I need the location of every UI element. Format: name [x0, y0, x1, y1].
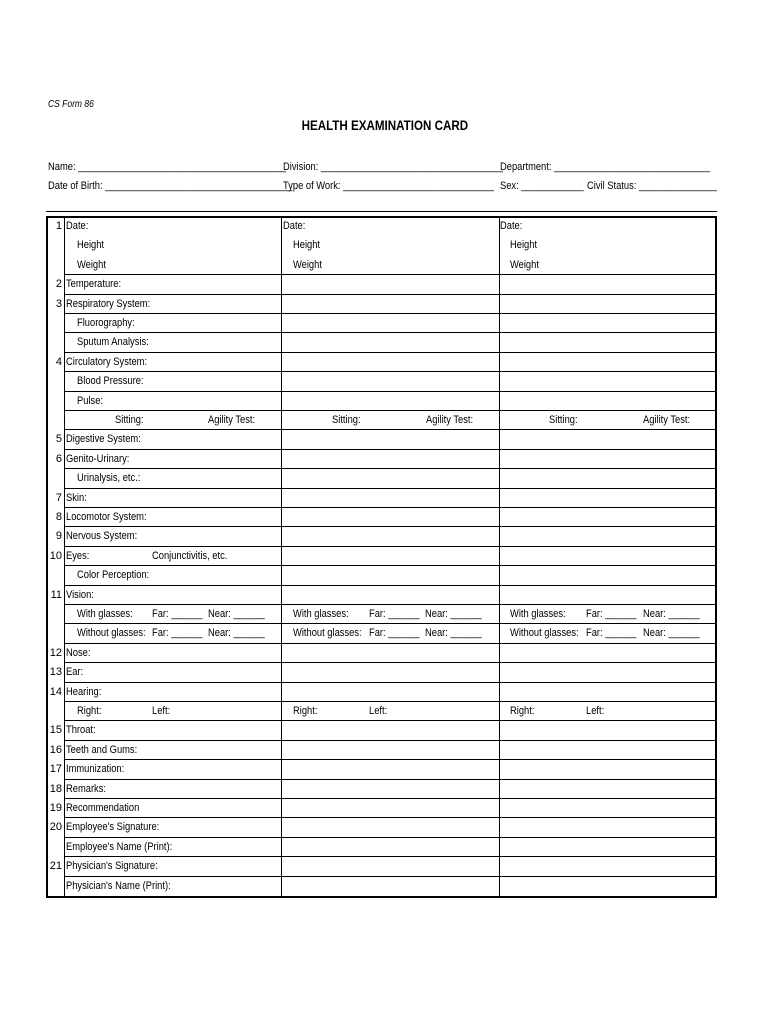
row-divider — [64, 856, 717, 857]
column-divider — [281, 216, 282, 898]
item-number: 19 — [49, 802, 62, 814]
row-label: Height — [77, 239, 105, 251]
row-label: Digestive System: — [66, 433, 141, 445]
row-label: Remarks: — [66, 783, 107, 795]
row-label: Hearing: — [66, 686, 102, 698]
far-field: Far: ______ — [369, 608, 420, 620]
row-sublabel: Conjunctivitis, etc. — [152, 550, 228, 562]
item-number: 8 — [55, 511, 62, 523]
row-label: Skin: — [66, 492, 87, 504]
header-rule — [46, 211, 717, 212]
form-title-text: HEALTH EXAMINATION CARD — [301, 118, 469, 133]
division-field[interactable]: Division: ___________________________________ — [283, 161, 503, 173]
item-number: 18 — [49, 783, 62, 795]
agility-test-label: Agility Test: — [208, 414, 256, 426]
far-field: Far: ______ — [152, 608, 203, 620]
date-of-birth-field[interactable]: Date of Birth: ____________________________________ — [48, 180, 293, 192]
near-field: Near: ______ — [208, 608, 265, 620]
item-number: 16 — [49, 744, 62, 756]
row-divider — [64, 488, 717, 489]
row-label: With glasses: — [77, 608, 133, 620]
sitting-label: Sitting: — [332, 414, 361, 426]
row-divider — [64, 371, 717, 372]
item-number: 5 — [55, 433, 62, 445]
row-divider — [64, 779, 717, 780]
row-label: Pulse: — [77, 395, 103, 407]
left-ear-label: Left: — [369, 705, 388, 717]
near-field: Near: ______ — [208, 627, 265, 639]
column-3-label: Height — [510, 239, 538, 251]
item-number: 10 — [49, 550, 62, 562]
row-divider — [64, 662, 717, 663]
column-2-label: Date: — [283, 220, 306, 232]
row-label: Nervous System: — [66, 530, 138, 542]
item-number: 13 — [49, 666, 62, 678]
item-number: 6 — [55, 453, 62, 465]
exam-table — [46, 216, 717, 898]
row-divider — [64, 449, 717, 450]
row-label: Respiratory System: — [66, 298, 151, 310]
row-divider — [64, 701, 717, 702]
row-label: Physician's Name (Print): — [66, 880, 171, 892]
row-divider — [64, 313, 717, 314]
row-label: Locomotor System: — [66, 511, 147, 523]
row-divider — [64, 623, 717, 624]
item-number: 21 — [49, 860, 62, 872]
row-divider — [64, 682, 717, 683]
department-field[interactable]: Department: ______________________________ — [500, 161, 711, 173]
sitting-label: Sitting: — [549, 414, 578, 426]
row-label: Fluorography: — [77, 317, 135, 329]
row-label: Physician's Signature: — [66, 860, 158, 872]
form-title — [0, 118, 770, 133]
form-number: CS Form 86 — [48, 99, 94, 110]
left-ear-label: Left: — [152, 705, 171, 717]
row-divider — [64, 352, 717, 353]
row-divider — [64, 507, 717, 508]
row-label: Nose: — [66, 647, 91, 659]
far-field: Far: ______ — [369, 627, 420, 639]
row-label: Right: — [77, 705, 102, 717]
row-divider — [64, 740, 717, 741]
vision-label: Without glasses: — [510, 627, 579, 639]
near-field: Near: ______ — [643, 608, 700, 620]
item-number: 1 — [55, 220, 62, 232]
item-number: 7 — [55, 492, 62, 504]
civil-status-field[interactable]: Civil Status: _______________ — [587, 180, 717, 192]
column-divider — [499, 216, 500, 898]
row-divider — [64, 565, 717, 566]
agility-test-label: Agility Test: — [643, 414, 691, 426]
row-label: Eyes: — [66, 550, 90, 562]
row-label: Vision: — [66, 589, 94, 601]
item-number: 3 — [55, 298, 62, 310]
row-label: Recommendation — [66, 802, 140, 814]
row-divider — [64, 410, 717, 411]
item-number: 2 — [55, 278, 62, 290]
near-field: Near: ______ — [425, 627, 482, 639]
near-field: Near: ______ — [643, 627, 700, 639]
row-label: Color Perception: — [77, 569, 150, 581]
row-label: Employee's Signature: — [66, 821, 160, 833]
row-label: Ear: — [66, 666, 84, 678]
row-divider — [64, 332, 717, 333]
type-of-work-field[interactable]: Type of Work: _____________________________ — [283, 180, 494, 192]
row-label: Teeth and Gums: — [66, 744, 138, 756]
row-divider — [64, 585, 717, 586]
row-divider — [64, 798, 717, 799]
row-divider — [64, 468, 717, 469]
row-divider — [64, 604, 717, 605]
row-label: Weight — [77, 259, 106, 271]
row-divider — [64, 837, 717, 838]
vision-label: With glasses: — [510, 608, 566, 620]
item-number: 15 — [49, 724, 62, 736]
column-3-label: Weight — [510, 259, 539, 271]
row-divider — [64, 643, 717, 644]
item-number: 12 — [49, 647, 62, 659]
column-divider — [64, 216, 65, 898]
far-field: Far: ______ — [152, 627, 203, 639]
sex-field[interactable]: Sex: ____________ — [500, 180, 584, 192]
column-2-label: Weight — [293, 259, 322, 271]
row-label: Circulatory System: — [66, 356, 148, 368]
row-label: Urinalysis, etc.: — [77, 472, 141, 484]
row-divider — [64, 294, 717, 295]
row-divider — [64, 274, 717, 275]
far-field: Far: ______ — [586, 627, 637, 639]
item-number: 4 — [55, 356, 62, 368]
name-field[interactable]: Name: ________________________________________ — [48, 161, 287, 173]
row-label: Sputum Analysis: — [77, 336, 149, 348]
right-ear-label: Right: — [510, 705, 535, 717]
row-label: Throat: — [66, 724, 96, 736]
row-label: Immunization: — [66, 763, 125, 775]
item-number: 14 — [49, 686, 62, 698]
vision-label: Without glasses: — [293, 627, 362, 639]
row-divider — [64, 759, 717, 760]
sitting-label: Sitting: — [115, 414, 144, 426]
row-divider — [64, 546, 717, 547]
row-label: Temperature: — [66, 278, 122, 290]
row-divider — [64, 429, 717, 430]
row-divider — [64, 817, 717, 818]
row-label: Date: — [66, 220, 89, 232]
item-number: 20 — [49, 821, 62, 833]
column-3-label: Date: — [500, 220, 523, 232]
row-label: Genito-Urinary: — [66, 453, 130, 465]
item-number: 9 — [55, 530, 62, 542]
row-label: Blood Pressure: — [77, 375, 144, 387]
vision-label: With glasses: — [293, 608, 349, 620]
right-ear-label: Right: — [293, 705, 318, 717]
item-number: 11 — [50, 589, 62, 601]
far-field: Far: ______ — [586, 608, 637, 620]
row-divider — [64, 391, 717, 392]
row-divider — [64, 720, 717, 721]
row-label: Without glasses: — [77, 627, 146, 639]
row-divider — [64, 526, 717, 527]
row-divider — [64, 876, 717, 877]
column-2-label: Height — [293, 239, 321, 251]
item-number: 17 — [49, 763, 62, 775]
near-field: Near: ______ — [425, 608, 482, 620]
row-label: Employee's Name (Print): — [66, 841, 173, 853]
left-ear-label: Left: — [586, 705, 605, 717]
agility-test-label: Agility Test: — [426, 414, 474, 426]
